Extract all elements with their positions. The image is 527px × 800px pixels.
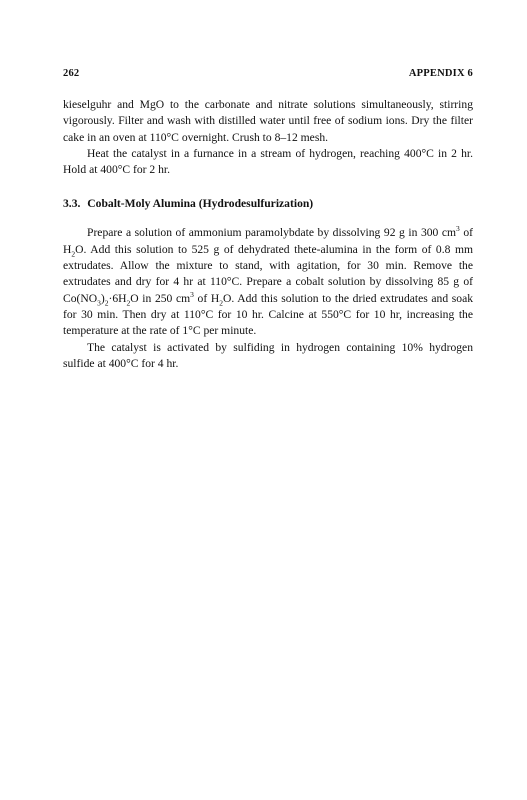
- subscript: 2: [219, 297, 223, 307]
- text-run: ): [100, 291, 105, 305]
- section-title: Cobalt-Moly Alumina (Hydrodesulfurization): [87, 197, 314, 211]
- running-head: [63, 67, 473, 81]
- text-run: ·6H: [108, 291, 127, 305]
- text-run: Prepare a solution of ammonium paramolybdate by dissolving 92 g in 300 cm: [87, 226, 457, 240]
- section-heading: [63, 196, 473, 212]
- subscript: 2: [104, 297, 109, 307]
- paragraph-continued: kieselguhr and MgO to the carbonate and nitrate solutions simultaneously, stirring vigorously. Filter and wash with distilled water until free of sodium ions. Dry the filter cake in an oven at 110°C overnight. Crush to 8–12 mesh.: [63, 98, 473, 144]
- subscript: 2: [126, 297, 131, 307]
- paragraph-heating: Heat the catalyst in a furnance in a stream of hydrogen, reaching 400°C in 2 hr. Hold at 400°C for 2 hr.: [63, 146, 473, 177]
- text-run: O in 250 cm: [130, 291, 191, 305]
- subscript: 2: [71, 249, 76, 259]
- text-run: O. Add this solution to the dried extrudates and soak for 30 min. Then dry at 110°C for 10 hr. Calcine at 550°C for 10 hr, increasing the temperature at the rate of 1°C per minute.: [63, 291, 474, 338]
- paragraph-preparation: [63, 225, 473, 339]
- section-number: 3.3.: [63, 197, 81, 211]
- text-run: of H: [193, 291, 220, 305]
- running-title: APPENDIX 6: [408, 68, 473, 79]
- page-number: 262: [63, 68, 80, 79]
- superscript: 3: [456, 224, 460, 234]
- paragraph-activation: The catalyst is activated by sulfiding in hydrogen containing 10% hydrogen sulfide at 400°C for 4 hr.: [63, 340, 473, 370]
- text-run: of H: [63, 226, 473, 256]
- superscript: 3: [190, 289, 194, 299]
- body-text: [63, 97, 473, 372]
- subscript: 3: [97, 297, 101, 307]
- text-run: O. Add this solution to 525 g of dehydrated thete-alumina in the form of 0.8 mm extrudates. Allow the mixture to stand, with agitation, for 30 min. Remove the extrudates and dry for 4 hr at 110°C. Prepare a cobalt solution by dissolving 85 g of Co(NO: [63, 242, 473, 305]
- document-page: [63, 67, 473, 372]
